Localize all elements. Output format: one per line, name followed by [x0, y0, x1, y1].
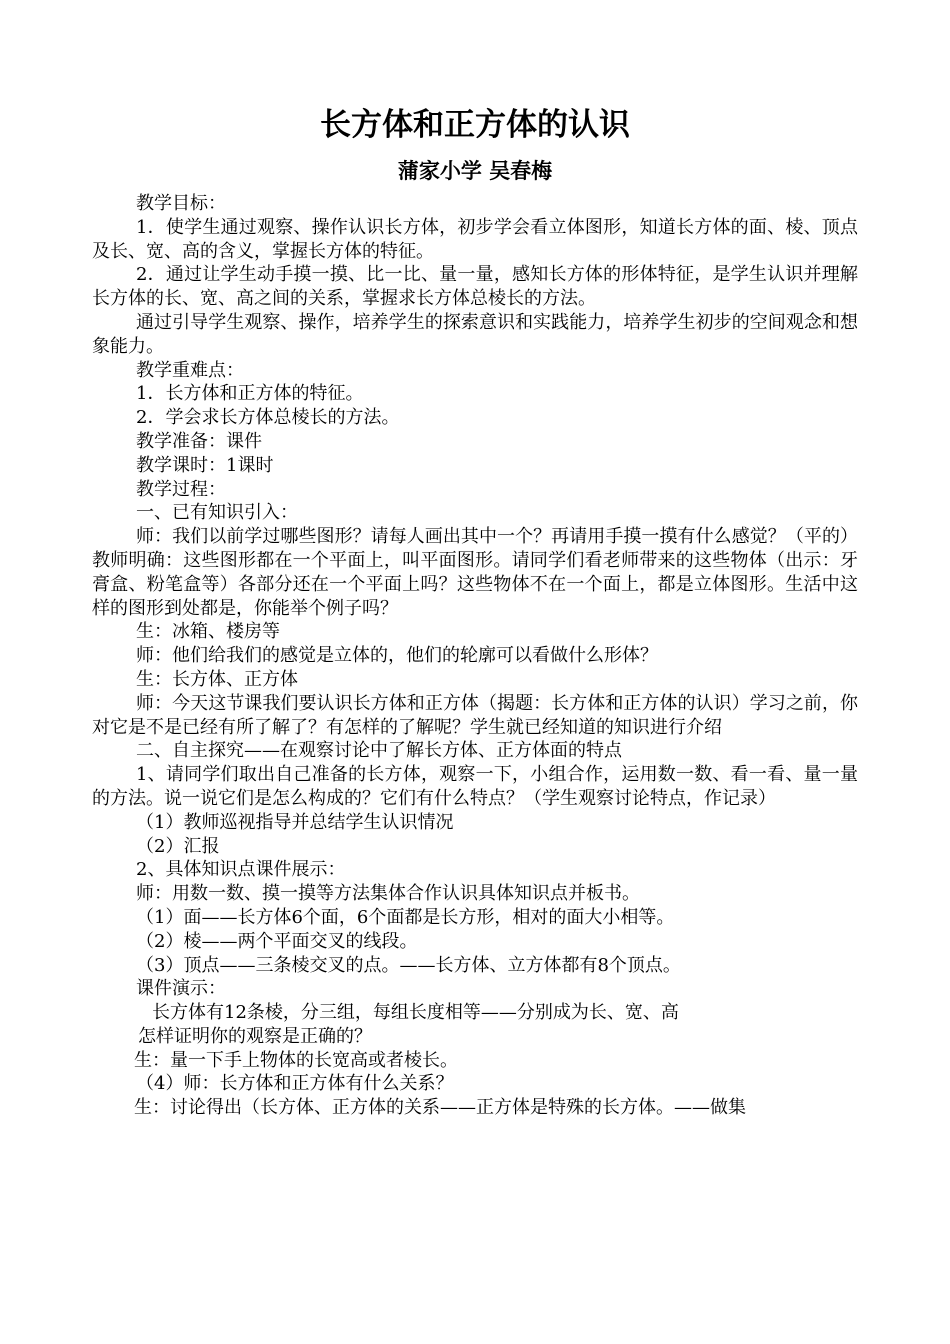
paragraph: （4）师：长方体和正方体有什么关系？ [136, 1073, 454, 1095]
paragraph: 1．长方体和正方体的特征。 [136, 383, 364, 405]
paragraph: 长方体有12条棱，分三组，每组长度相等——分别成为长、宽、高 [152, 1002, 679, 1024]
paragraph: 1、请同学们取出自己准备的长方体，观察一下，小组合作，运用数一数、看一看、量一量的方法。说一说它们是怎么构成的？它们有什么特点？（学生观察讨论特点，作记录） [92, 764, 858, 809]
paragraph: （3）顶点——三条棱交叉的点。——长方体、立方体都有8个顶点。 [136, 954, 681, 976]
paragraph: 课件演示： [136, 978, 226, 1000]
paragraph: 一、已有知识引入： [136, 502, 298, 524]
paragraph: （1）教师巡视指导并总结学生认识情况 [136, 811, 454, 833]
document-page [92, 104, 858, 1120]
paragraph: 2．通过让学生动手摸一摸、比一比、量一量，感知长方体的形体特征，是学生认识并理解长方体的长、宽、高之间的关系，掌握求长方体总棱长的方法。 [92, 264, 858, 310]
paragraph: 生：讨论得出（长方体、正方体的关系——正方体是特殊的长方体。——做集 [134, 1097, 746, 1119]
paragraph: 1．使学生通过观察、操作认识长方体，初步学会看立体图形，知道长方体的面、棱、顶点及长、宽、高的含义，掌握长方体的特征。 [92, 216, 858, 262]
paragraph: 二、自主探究——在观察讨论中了解长方体、正方体面的特点 [136, 740, 622, 762]
paragraph: 师：他们给我们的感觉是立体的，他们的轮廓可以看做什么形体？ [136, 645, 658, 667]
document-title: 长方体和正方体的认识 [320, 107, 630, 143]
document-body [92, 192, 858, 1120]
paragraph: 生：量一下手上物体的长宽高或者棱长。 [134, 1049, 458, 1071]
paragraph: 教学课时：1课时 [136, 454, 274, 476]
paragraph: 2．学会求长方体总棱长的方法。 [136, 407, 400, 429]
paragraph: 教学重难点： [136, 359, 244, 381]
paragraph: 2、具体知识点课件展示： [136, 859, 346, 881]
paragraph: 教学目标： [136, 193, 226, 214]
paragraph: 生：冰箱、楼房等 [136, 621, 280, 643]
paragraph: （2）棱——两个平面交叉的线段。 [136, 930, 418, 952]
paragraph: 师：用数一数、摸一摸等方法集体合作认识具体知识点并板书。 [136, 883, 640, 905]
paragraph: 教学准备：课件 [136, 430, 262, 452]
document-author: 蒲家小学 吴春梅 [397, 159, 553, 183]
paragraph: 师：我们以前学过哪些图形？请每人画出其中一个？再请用手摸一摸有什么感觉？（平的）教师明确：这些图形都在一个平面上，叫平面图形。请同学们看老师带来的这些物体（出示：牙膏盒、粉笔盒等）各部分还在一个平面上吗？这些物体不在一个面上，都是立体图形。生活中这样的图形到处都是，你能举个例子吗？ [92, 526, 858, 619]
paragraph: （2）汇报 [136, 835, 220, 857]
paragraph: （1）面——长方体6个面，6个面都是长方形，相对的面大小相等。 [136, 906, 675, 928]
paragraph: 怎样证明你的观察是正确的？ [138, 1025, 372, 1047]
paragraph: 师：今天这节课我们要认识长方体和正方体（揭题：长方体和正方体的认识）学习之前，你对它是不是已经有所了解了？有怎样的了解呢？学生就已经知道的知识进行介绍 [92, 692, 858, 738]
paragraph: 通过引导学生观察、操作，培养学生的探索意识和实践能力，培养学生初步的空间观念和想象能力。 [92, 311, 858, 357]
paragraph: 教学过程： [136, 478, 226, 500]
paragraph: 生：长方体、正方体 [136, 668, 298, 690]
